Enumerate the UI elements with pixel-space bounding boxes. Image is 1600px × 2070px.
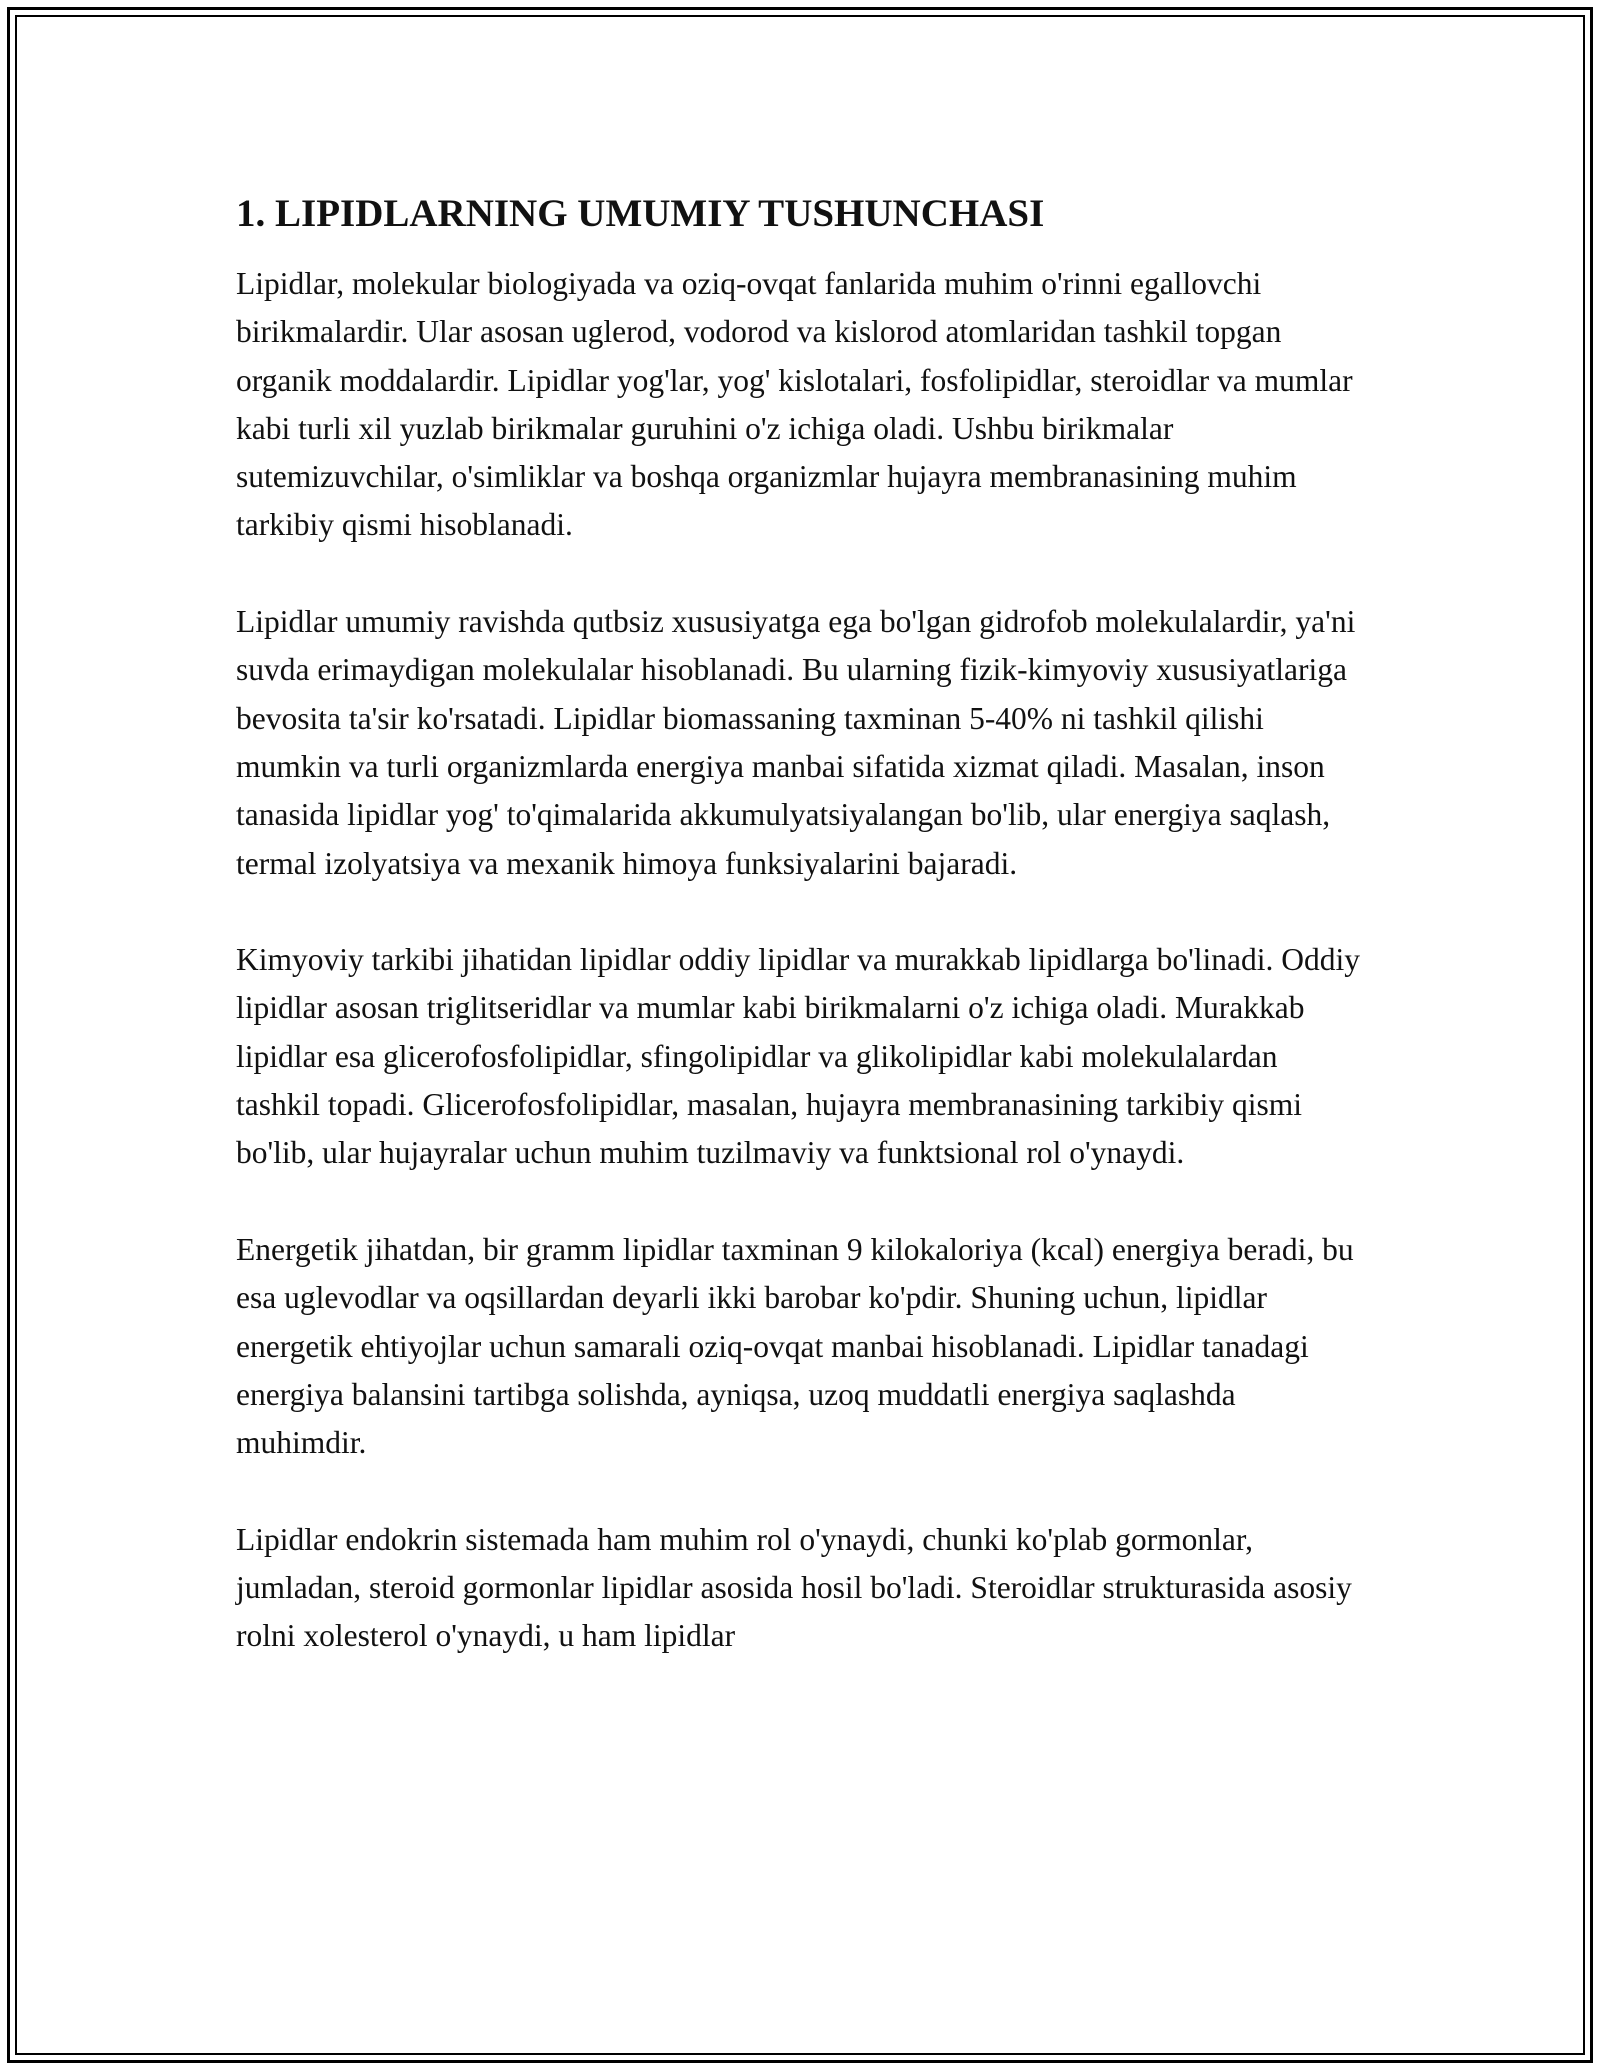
section-title: 1. LIPIDLARNING UMUMIY TUSHUNCHASI (236, 192, 1045, 235)
paragraph-energy: Energetik jihatdan, bir gramm lipidlar taxminan 9 kilokaloriya (kcal) energiya beradi, bu esa uglevodlar va oqsillardan deyarli ikki barobar ko'pdir. Shuning uchun, lipidlar energetik ehtiyojlar uchun samarali oziq-ovqat manbai hisoblanadi. Lipidlar tanadagi energiya balansini tartibga solishda, ayniqsa, uzoq muddatli energiya saqlashda muhimdir. (236, 1231, 1354, 1461)
paragraph-properties: Lipidlar umumiy ravishda qutbsiz xususiyatga ega bo'lgan gidrofob molekulalardir, ya'ni suvda erimaydigan molekulalar hisoblanadi. Bu ularning fizik-kimyoviy xususiyatlariga bevosita ta'sir ko'rsatadi. Lipidlar biomassaning taxminan 5-40% ni tashkil qilishi mumkin va turli organizmlarda energiya manbai sifatida xizmat qiladi. Masalan, inson tanasida lipidlar yog' to'qimalarida akkumulyatsiyalangan bo'lib, ular energiya saqlash, termal izolyatsiya va mexanik himoya funksiyalarini bajaradi. (236, 604, 1356, 881)
paragraph-classification: Kimyoviy tarkibi jihatidan lipidlar oddiy lipidlar va murakkab lipidlarga bo'linadi. Oddiy lipidlar asosan triglitseridlar va mumlar kabi birikmalarni o'z ichiga oladi. Murakkab lipidlar esa glicerofosfolipidlar, sfingolipidlar va glikolipidlar kabi molekulalardan tashkil topadi. Glicerofosfolipidlar, masalan, hujayra membranasining tarkibiy qismi bo'lib, ular hujayralar uchun muhim tuzilmaviy va funktsional rol o'ynaydi. (236, 942, 1361, 1171)
paragraph-definition: Lipidlar, molekular biologiyada va oziq-ovqat fanlarida muhim o'rinni egallovchi birikmalardir. Ular asosan uglerod, vodorod va kislorod atomlaridan tashkil topgan organik moddalardir. Lipidlar yog'lar, yog' kislotalari, fosfolipidlar, steroidlar va mumlar kabi turli xil yuzlab birikmalar guruhini o'z ichiga oladi. Ushbu birikmalar sutemizuvchilar, o'simliklar va boshqa organizmlar hujayra membranasining muhim tarkibiy qismi hisoblanadi. (236, 266, 1353, 543)
document-body (236, 190, 1366, 1709)
paragraph-endocrine: Lipidlar endokrin sistemada ham muhim rol o'ynaydi, chunki ko'plab gormonlar, jumladan, steroid gormonlar lipidlar asosida hosil bo'ladi. Steroidlar strukturasida asosiy rolni xolesterol o'ynaydi, u ham lipidlar (236, 1521, 1352, 1654)
